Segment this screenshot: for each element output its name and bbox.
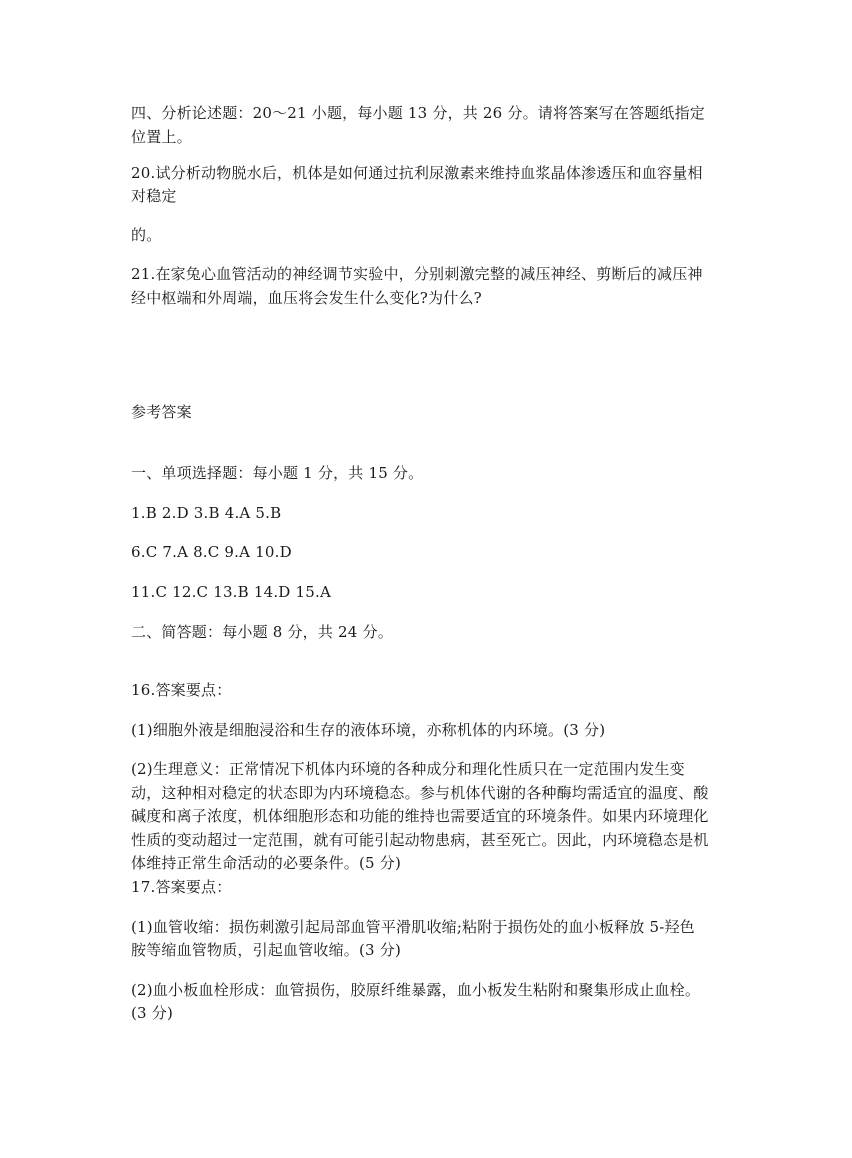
answer-16-point-2-line: 碱度和离子浓度，机体细胞形态和功能的维持也需要适宜的环境条件。如果内环境理化: [131, 807, 709, 825]
answer-16-point-2: (2)生理意义：正常情况下机体内环境的各种成分和理化性质只在一定范围内发生变: [131, 760, 685, 778]
answer-16-point-1: (1)细胞外液是细胞浸浴和生存的液体环境，亦称机体的内环境。(3 分): [131, 721, 606, 739]
answer-17-point-1-continued: 胺等缩血管物质，引起血管收缩。(3 分): [131, 941, 402, 959]
mc-answers-row-1: 1.B 2.D 3.B 4.A 5.B: [131, 504, 282, 522]
question-20-end: 的。: [131, 226, 162, 244]
question-20-continued: 对稳定: [131, 187, 177, 205]
section-4-heading: 四、分析论述题：20～21 小题，每小题 13 分，共 26 分。请将答案写在答题纸指定: [131, 104, 705, 122]
mc-answers-row-2: 6.C 7.A 8.C 9.A 10.D: [131, 543, 292, 561]
question-21-continued: 经中枢端和外周端，血压将会发生什么变化?为什么?: [131, 289, 482, 307]
question-21: 21.在家兔心血管活动的神经调节实验中，分别刺激完整的减压神经、剪断后的减压神: [131, 265, 703, 283]
section-4-heading-continued: 位置上。: [131, 128, 192, 146]
answer-16-point-2-line: 性质的变动超过一定范围，就有可能引起动物患病，甚至死亡。因此，内环境稳态是机: [131, 831, 709, 849]
question-20: 20.试分析动物脱水后，机体是如何通过抗利尿激素来维持血浆晶体渗透压和血容量相: [131, 164, 703, 182]
answer-16-point-2-line: 体维持正常生命活动的必要条件。(5 分): [131, 854, 402, 872]
answer-16-title: 16.答案要点：: [131, 681, 232, 699]
answers-title: 参考答案: [131, 403, 192, 421]
answer-17-title: 17.答案要点：: [131, 878, 232, 896]
answer-16-point-2-line: 动，这种相对稳定的状态即为内环境稳态。参与机体代谢的各种酶均需适宜的温度、酸: [131, 784, 709, 802]
answer-17-point-1: (1)血管收缩：损伤刺激引起局部血管平滑肌收缩;粘附于损伤处的血小板释放 5-羟色: [131, 918, 695, 936]
answer-17-point-2: (2)血小板血栓形成：血管损伤，胶原纤维暴露，血小板发生粘附和聚集形成止血栓。: [131, 981, 701, 999]
section-2-heading: 二、简答题：每小题 8 分，共 24 分。: [131, 623, 393, 641]
mc-answers-row-3: 11.C 12.C 13.B 14.D 15.A: [131, 583, 331, 601]
section-1-heading: 一、单项选择题：每小题 1 分，共 15 分。: [131, 464, 424, 482]
answer-17-point-2-continued: (3 分): [131, 1004, 174, 1022]
